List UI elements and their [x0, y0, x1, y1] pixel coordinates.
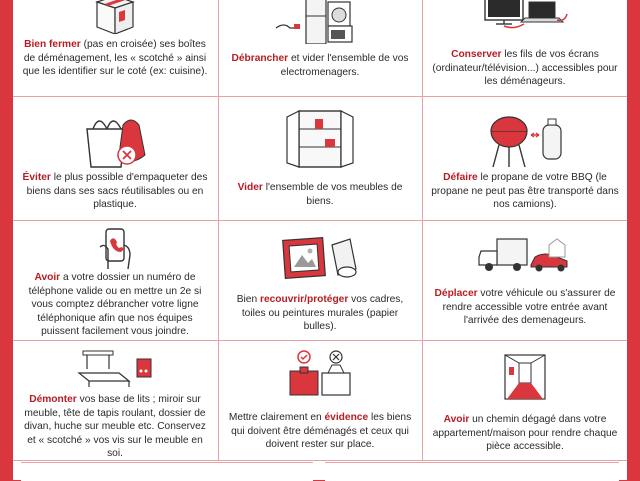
- tip-keyword: Avoir: [34, 272, 61, 283]
- tip-keyword: Bien fermer: [24, 39, 81, 50]
- tip-caption: [21, 393, 209, 461]
- tips-panel: [13, 0, 627, 480]
- tip-caption: [226, 411, 414, 452]
- tip-keyword: recouvrir/protéger: [259, 294, 349, 305]
- protected-frame-icon: [280, 235, 360, 283]
- tip-caption: [21, 38, 209, 79]
- tip-card-label-items: [218, 341, 422, 460]
- clear-hallway-icon: [503, 353, 547, 401]
- tip-keyword: Débrancher: [231, 53, 289, 64]
- tip-keyword: Éviter: [22, 172, 51, 183]
- computer-cables-icon: [479, 0, 571, 30]
- tip-keyword: Déplacer: [434, 288, 478, 299]
- phone-hand-icon: [90, 227, 140, 271]
- tips-grid: [13, 0, 627, 460]
- bottom-box: [325, 462, 619, 481]
- tip-caption: [21, 271, 209, 339]
- tip-keyword: évidence: [324, 412, 369, 423]
- tip-text: et vider l'ensemble de vos electromenagers.: [280, 53, 409, 78]
- tip-text: l'ensemble de vos meubles de biens.: [262, 182, 403, 207]
- tip-text: votre véhicule ou s'assurer de rendre accessible votre entrée avant l'arrivée des demenageurs.: [442, 288, 616, 327]
- tip-card-move-vehicle: [423, 221, 627, 340]
- tip-text: un chemin dégagé dans votre appartement/maison pour rendre chaque pièce accessible.: [432, 414, 618, 453]
- empty-cabinet-icon: [285, 109, 355, 169]
- tip-keyword: Vider: [237, 182, 263, 193]
- tip-keyword: Défaire: [443, 172, 478, 183]
- tip-card-protect-frames: [218, 221, 422, 340]
- bottom-box: [21, 462, 313, 481]
- tip-caption: [431, 48, 619, 89]
- tip-keyword: Démonter: [29, 394, 77, 405]
- tip-text: les fils de vos écrans (ordinateur/télévision...) accessibles pour les déménageurs.: [432, 49, 618, 88]
- tip-caption: [21, 171, 209, 212]
- tip-text-prefix: Bien: [236, 294, 260, 305]
- tip-caption: [226, 52, 414, 79]
- tip-text: le propane de votre BBQ (le propane ne peut pas être transporté dans nos camions).: [431, 172, 619, 211]
- tip-text: les biens qui doivent être déménagés et ceux qui doivent rester sur place.: [231, 412, 412, 451]
- labeled-boxes-icon: [284, 349, 356, 397]
- tip-caption: [226, 181, 414, 208]
- tip-text: le plus possible d'empaqueter des biens dans ses sacs réutilisables ou en plastique.: [26, 172, 208, 211]
- truck-car-icon: [477, 237, 573, 277]
- bags-icon: [83, 111, 147, 169]
- tip-card-keep-cables: [423, 0, 627, 96]
- tip-card-empty-furniture: [218, 97, 422, 220]
- tip-card-unplug-appliances: [218, 0, 422, 96]
- tip-card-bbq-propane: [423, 97, 627, 220]
- tip-card-dismantle-beds: [13, 341, 217, 460]
- tip-card-close-boxes: [13, 0, 217, 96]
- tip-caption: [431, 287, 619, 328]
- bottom-strip: [13, 462, 627, 480]
- tip-caption: [226, 293, 414, 334]
- appliances-icon: [272, 0, 368, 44]
- tip-card-avoid-bags: [13, 97, 217, 220]
- tip-text: a votre dossier un numéro de téléphone valide ou en mettre un 2e si vous comptez débrancher votre ligne téléphonique afin que nos équipes puissent facilement vous joindre.: [28, 272, 202, 338]
- tip-card-clear-path: [423, 341, 627, 460]
- tip-text: vos cadres, toiles ou peintures murales (papier bulles).: [241, 294, 404, 333]
- tip-text-prefix: Mettre clairement en: [228, 412, 325, 423]
- tip-caption: [431, 413, 619, 454]
- tip-text: vos base de lits ; miroir sur meuble, tête de tapis roulant, dossier de divan, huche sur meuble etc. Conservez et « scotché » vos vis sur le meuble en soi.: [24, 394, 206, 460]
- tip-caption: [431, 171, 619, 212]
- bed-frame-icon: [75, 347, 155, 389]
- tip-keyword: Avoir: [443, 414, 470, 425]
- tip-card-phone-number: [13, 221, 217, 340]
- sealed-box-icon: [89, 0, 141, 34]
- tip-text: (pas en croisée) ses boîtes de déménagement, les « scotché » ainsi que les identifier sur le coté (ex: cuisine).: [22, 39, 208, 78]
- tip-keyword: Conserver: [451, 49, 502, 60]
- bbq-propane-icon: [485, 111, 565, 169]
